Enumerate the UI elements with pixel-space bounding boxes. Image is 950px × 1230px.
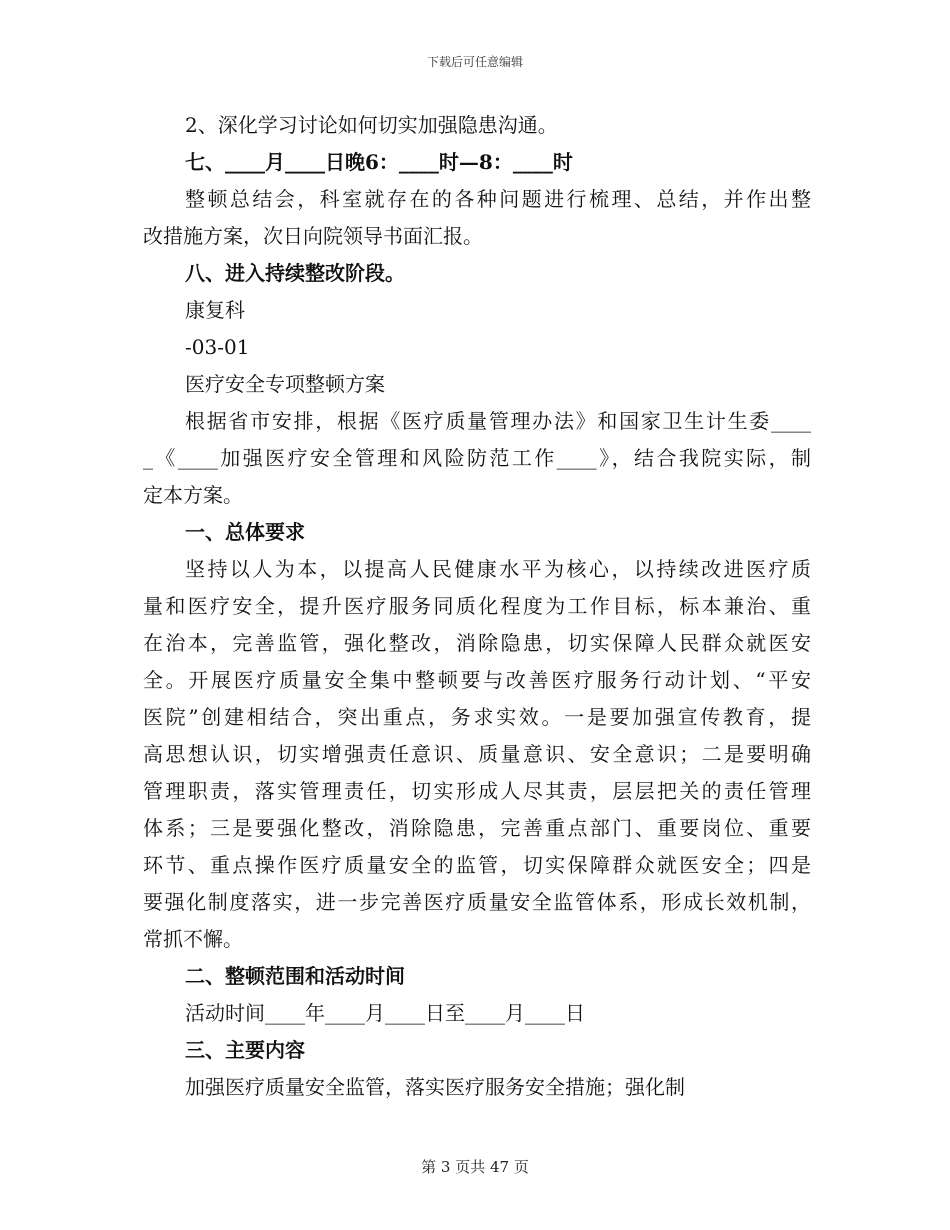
text-line: 活动时间____年____月____日至____月____日 — [185, 1001, 585, 1025]
section-heading: 二、整顿范围和活动时间 — [185, 964, 405, 988]
text-line: 八、进入持续整改阶段。 — [185, 261, 405, 285]
text-line: 常抓不懈。 — [143, 927, 243, 951]
text-line: 2、深化学习讨论如何切实加强隐患沟通。 — [185, 113, 558, 137]
text-line: 在治本，完善监管，强化整改，消除隐患，切实保障人民群众就医安 — [143, 631, 811, 655]
section-heading: 三、主要内容 — [185, 1038, 305, 1062]
text-line: 体系；三是要强化整改，消除隐患，完善重点部门、重要岗位、重要 — [143, 816, 811, 840]
text-line: 医院”创建相结合，突出重点，务求实效。一是要加强宣传教育，提 — [143, 705, 811, 729]
text-line: 七、____月____日晚6：____时—8：____时 — [185, 150, 573, 174]
text-line: 根据省市安排，根据《医疗质量管理办法》和国家卫生计生委____ — [185, 409, 811, 433]
text-line: 医疗安全专项整顿方案 — [185, 372, 385, 396]
section-heading: 一、总体要求 — [185, 520, 305, 544]
text-line: -03-01 — [185, 335, 250, 359]
text-line: 改措施方案，次日向院领导书面汇报。 — [143, 224, 483, 248]
text-line: 量和医疗安全，提升医疗服务同质化程度为工作目标，标本兼治、重 — [143, 594, 811, 618]
page-footer: 第 3 页共 47 页 — [421, 1158, 529, 1176]
page-header: 下载后可任意编辑 — [426, 55, 523, 69]
text-line: 全。开展医疗质量安全集中整顿要与改善医疗服务行动计划、“平安 — [143, 668, 811, 692]
text-line: 坚持以人为本，以提高人民健康水平为核心，以持续改进医疗质 — [185, 557, 811, 581]
text-line: 康复科 — [185, 298, 245, 322]
text-line: 整顿总结会，科室就存在的各种问题进行梳理、总结，并作出整 — [185, 187, 811, 211]
text-line: 要强化制度落实，进一步完善医疗质量安全监管体系，形成长效机制， — [143, 890, 811, 914]
text-line: 定本方案。 — [143, 483, 243, 507]
text-line: _《____加强医疗安全管理和风险防范工作____》，结合我院实际，制 — [143, 446, 811, 470]
text-line: 管理职责，落实管理责任，切实形成人尽其责，层层把关的责任管理 — [143, 779, 811, 803]
document-body — [143, 107, 811, 1106]
text-line: 加强医疗质量安全监管，落实医疗服务安全措施；强化制 — [185, 1075, 685, 1099]
text-line: 环节、重点操作医疗质量安全的监管，切实保障群众就医安全；四是 — [143, 853, 811, 877]
text-line: 高思想认识，切实增强责任意识、质量意识、安全意识；二是要明确 — [143, 742, 811, 766]
